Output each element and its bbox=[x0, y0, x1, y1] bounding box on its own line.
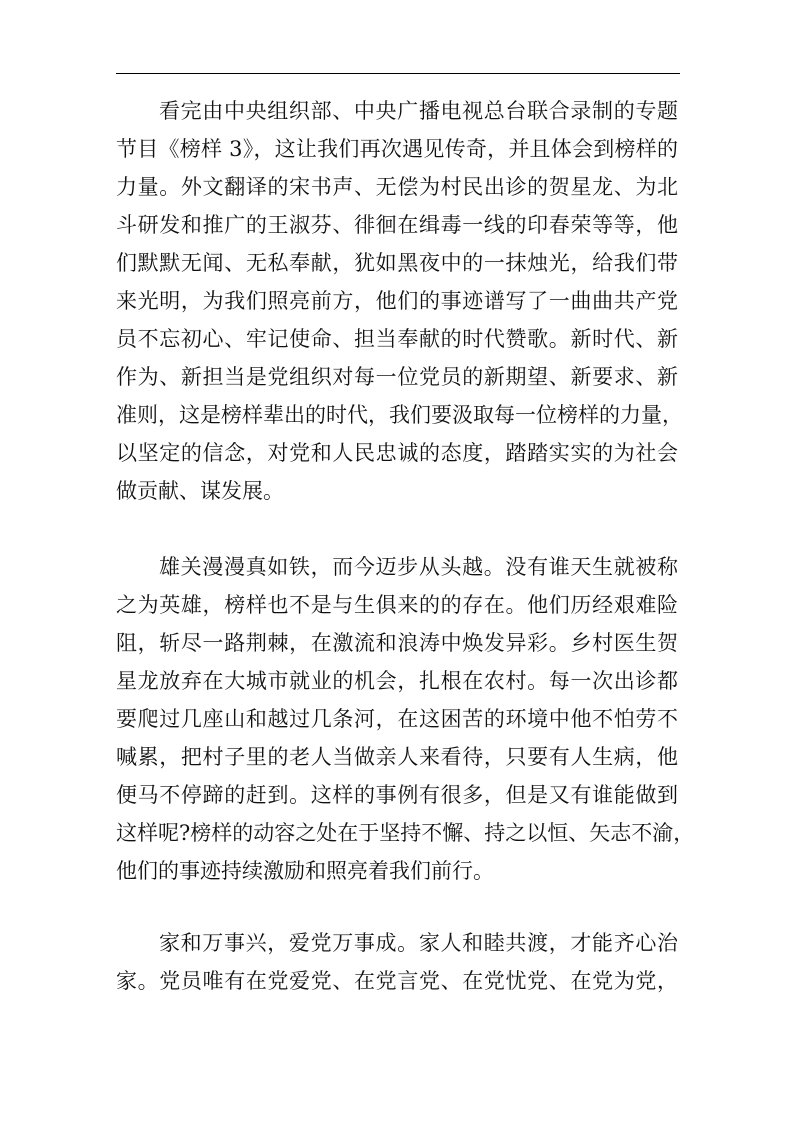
paragraph-2-line-6: 喊累，把村子里的老人当做亲人来看待，只要有人生病，他 bbox=[116, 745, 678, 769]
paragraph-3-line-1: 家和万事兴，爱党万事成。家人和睦共渡，才能齐心治 bbox=[159, 931, 678, 955]
paragraph-2-line-5: 要爬过几座山和越过几条河，在这困苦的环境中他不怕劳不 bbox=[116, 707, 678, 731]
paragraph-1-line-5: 们默默无闻、无私奉献，犹如黑夜中的一抹烛光，给我们带 bbox=[116, 251, 678, 275]
paragraph-2-line-8: 这样呢?榜样的动容之处在于坚持不懈、持之以恒、矢志不渝， bbox=[116, 821, 695, 845]
paragraph-1-line-2: 节目《榜样 3》，这让我们再次遇见传奇，并且体会到榜样的 bbox=[116, 137, 678, 161]
header-rule bbox=[116, 73, 680, 74]
paragraph-1-line-9: 准则，这是榜样辈出的时代，我们要汲取每一位榜样的力量， bbox=[116, 403, 683, 427]
paragraph-1-line-7: 员不忘初心、牢记使命、担当奉献的时代赞歌。新时代、新 bbox=[116, 327, 678, 351]
paragraph-3-line-2: 家。党员唯有在党爱党、在党言党、在党忧党、在党为党， bbox=[116, 969, 678, 993]
paragraph-1-line-1: 看完由中央组织部、中央广播电视总台联合录制的专题 bbox=[159, 99, 678, 123]
paragraph-2-line-1: 雄关漫漫真如铁，而今迈步从头越。没有谁天生就被称 bbox=[159, 555, 678, 579]
paragraph-1-line-11: 做贡献、谋发展。 bbox=[116, 479, 284, 503]
paragraph-2-line-2: 之为英雄，榜样也不是与生俱来的的存在。他们历经艰难险 bbox=[116, 593, 678, 617]
paragraph-1-line-10: 以坚定的信念，对党和人民忠诚的态度，踏踏实实的为社会 bbox=[116, 441, 678, 465]
paragraph-1-line-3: 力量。外文翻译的宋书声、无偿为村民出诊的贺星龙、为北 bbox=[116, 175, 678, 199]
paragraph-2-line-3: 阻，斩尽一路荆棘，在激流和浪涛中焕发异彩。乡村医生贺 bbox=[116, 631, 678, 655]
paragraph-1-line-6: 来光明，为我们照亮前方，他们的事迹谱写了一曲曲共产党 bbox=[116, 289, 678, 313]
paragraph-2-line-7: 便马不停蹄的赶到。这样的事例有很多，但是又有谁能做到 bbox=[116, 783, 678, 807]
paragraph-1-line-8: 作为、新担当是党组织对每一位党员的新期望、新要求、新 bbox=[116, 365, 678, 389]
paragraph-1-line-4: 斗研发和推广的王淑芬、徘徊在缉毒一线的印春荣等等，他 bbox=[116, 213, 678, 237]
paragraph-2-line-9: 他们的事迹持续激励和照亮着我们前行。 bbox=[116, 859, 494, 883]
paragraph-2-line-4: 星龙放弃在大城市就业的机会，扎根在农村。每一次出诊都 bbox=[116, 669, 678, 693]
